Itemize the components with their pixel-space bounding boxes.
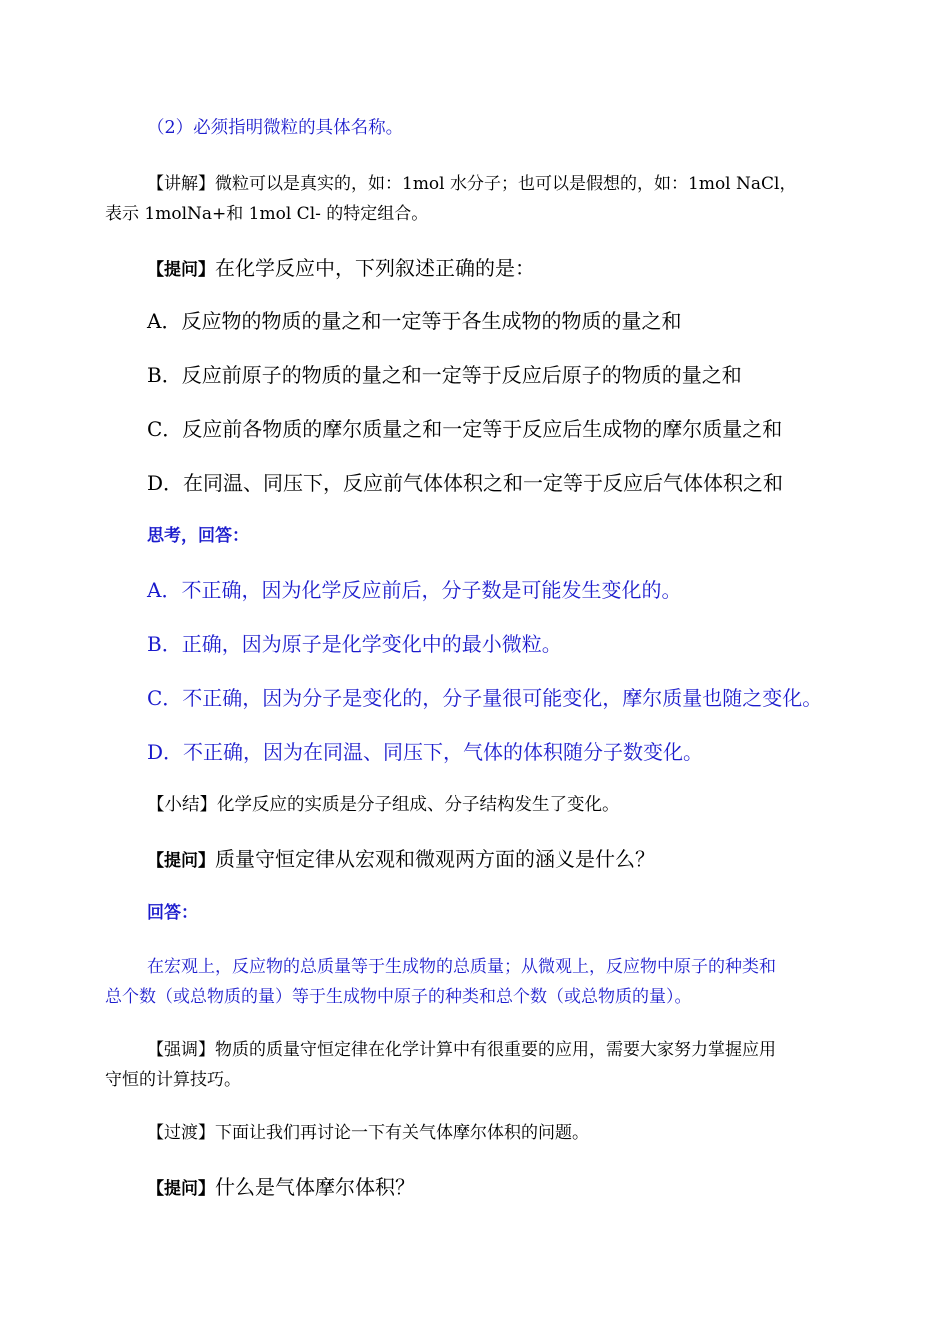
emphasis-tag: 【强调】 (147, 1040, 215, 1060)
transition-tag: 【过渡】 (147, 1123, 215, 1143)
question-tag: 【提问】 (147, 851, 215, 871)
explain-line-2: 表示 1molNa+和 1mol Cl- 的特定组合。 (105, 204, 429, 224)
summary: 【小结】化学反应的实质是分子组成、分子结构发生了变化。 (147, 795, 620, 815)
answer-2-line-2: 总个数（或总物质的量）等于生成物中原子的种类和总个数（或总物质的量）。 (105, 987, 692, 1007)
emphasis-line-1: 【强调】物质的质量守恒定律在化学计算中有很重要的应用，需要大家努力掌握应用 (147, 1040, 776, 1060)
question-1: 【提问】在化学反应中，下列叙述正确的是： (147, 256, 535, 280)
emphasis-line-2: 守恒的计算技巧。 (105, 1070, 241, 1090)
option-a: A．反应物的物质的量之和一定等于各生成物的物质的量之和 (147, 309, 682, 333)
question-3: 【提问】什么是气体摩尔体积？ (147, 1175, 415, 1199)
think-answer-label: 思考，回答： (147, 526, 249, 546)
answer-2-line-1: 在宏观上，反应物的总质量等于生成物的总质量；从微观上，反应物中原子的种类和 (147, 957, 776, 977)
option-d: D．在同温、同压下，反应前气体体积之和一定等于反应后气体体积之和 (147, 471, 784, 495)
question-tag: 【提问】 (147, 260, 215, 280)
option-c: C．反应前各物质的摩尔质量之和一定等于反应后生成物的摩尔质量之和 (147, 417, 783, 441)
answer-b: B．正确，因为原子是化学变化中的最小微粒。 (147, 632, 562, 656)
option-b: B．反应前原子的物质的量之和一定等于反应后原子的物质的量之和 (147, 363, 742, 387)
answer-c: C．不正确，因为分子是变化的，分子量很可能变化，摩尔质量也随之变化。 (147, 686, 823, 710)
explain-tag: 【讲解】 (147, 174, 215, 194)
explain-line-1: 【讲解】微粒可以是真实的，如：1mol 水分子；也可以是假想的，如：1mol NaCl， (147, 174, 797, 194)
question-tag: 【提问】 (147, 1179, 215, 1199)
answer-label: 回答： (147, 903, 198, 923)
point-2: （2）必须指明微粒的具体名称。 (147, 118, 404, 138)
question-2: 【提问】质量守恒定律从宏观和微观两方面的涵义是什么？ (147, 847, 655, 871)
transition: 【过渡】下面让我们再讨论一下有关气体摩尔体积的问题。 (147, 1123, 589, 1143)
answer-d: D．不正确，因为在同温、同压下，气体的体积随分子数变化。 (147, 740, 704, 764)
answer-a: A．不正确，因为化学反应前后，分子数是可能发生变化的。 (147, 578, 682, 602)
summary-tag: 【小结】 (147, 795, 217, 815)
